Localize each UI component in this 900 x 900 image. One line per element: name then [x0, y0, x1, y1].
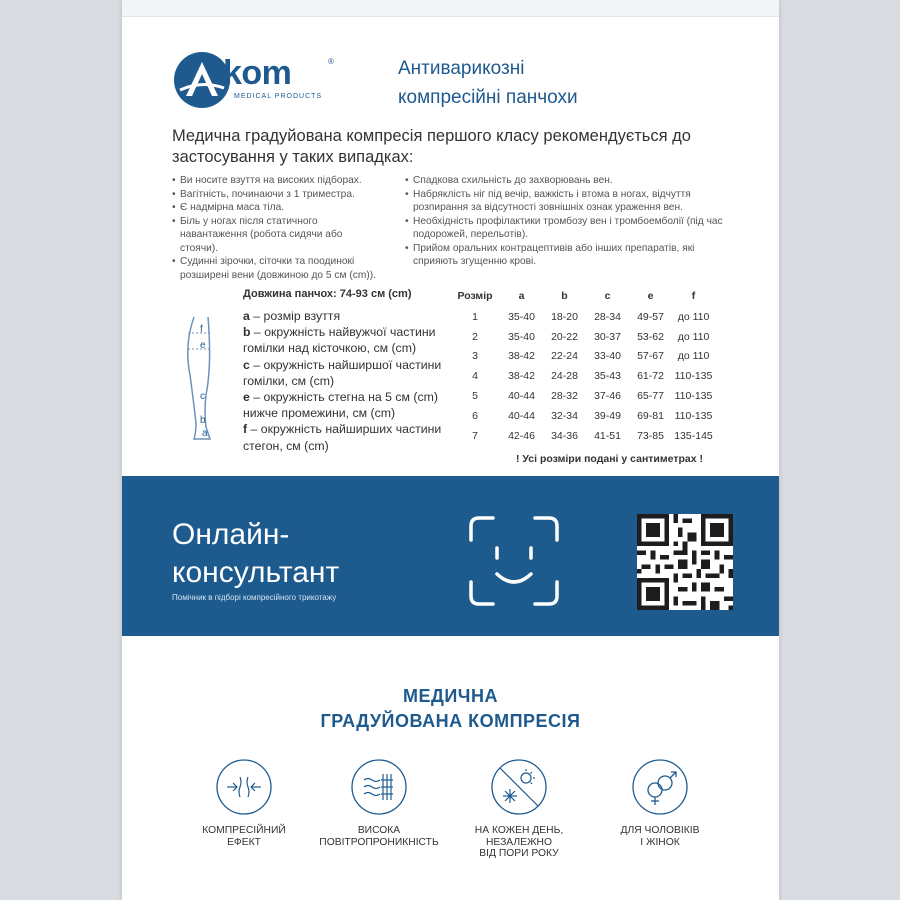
column-header: b — [561, 290, 568, 302]
figure-label-a: a — [202, 428, 208, 439]
list-item: • Є надмірна маса тіла. — [172, 201, 382, 215]
list-item: • Прийом оральних контрацептивів або інших препаратів, які сприяють згущенню крові. — [405, 242, 725, 269]
column-header: Розмір — [457, 290, 493, 302]
breathability-icon — [350, 758, 408, 816]
banner-title-line2: консультант — [172, 556, 340, 589]
table-row: 7 42-46 34-36 41-51 73-85 135-145 — [472, 429, 713, 442]
list-item: • Біль у ногах після статичного навантаження (робота сидячи або стоячи). — [172, 215, 382, 256]
brand-name: lkom — [214, 54, 292, 92]
box-top-flap — [122, 0, 779, 17]
leg-measurement-figure-icon — [178, 315, 238, 443]
all-season-icon — [490, 758, 548, 816]
product-title — [398, 54, 578, 112]
banner-title — [172, 516, 339, 592]
table-row: 2 35-40 20-22 30-37 53-62 до 110 — [472, 330, 710, 343]
list-item: • Набряклість ніг під вечір, важкість і втома в ногах, відчуття розпирання за відсутності зовнішніх ознак ураження вен. — [405, 188, 725, 215]
table-row: 1 35-40 18-20 28-34 49-57 до 110 — [472, 310, 710, 323]
feature-label: КОМПРЕСІЙНИЙ ЕФЕКТ — [202, 825, 286, 848]
table-row: 5 40-44 28-32 37-46 65-77 110-135 — [472, 390, 713, 403]
stocking-length-label: Довжина панчох: 74-93 см (cm) — [243, 288, 412, 300]
feature-unisex — [600, 758, 720, 848]
feature-label: ДЛЯ ЧОЛОВІКІВ І ЖІНОК — [620, 825, 700, 848]
measurement-legend — [243, 308, 443, 454]
figure-label-b: b — [200, 415, 206, 426]
features-heading — [122, 684, 779, 734]
legend-item-c: c – окружність найширшої частини гомілки, см (cm) — [243, 357, 442, 388]
column-header: e — [647, 290, 654, 302]
bullet-list-left — [172, 174, 382, 282]
figure-label-f: f — [200, 324, 203, 335]
legend-item-b: b – окружність найвужчої частини гомілки над кісточкою, см (cm) — [243, 325, 436, 356]
online-consultant-banner — [122, 476, 779, 636]
smiley-face-scan-icon — [467, 514, 561, 608]
bullet-list-right — [405, 174, 725, 269]
legend-item-a: a – розмір взуття — [243, 309, 341, 323]
list-item: • Ви носите взуття на високих підборах. — [172, 174, 382, 188]
unisex-icon — [631, 758, 689, 816]
intro-text: Медична градуйована компресія першого класу рекомендується до застосування у таких випадках: — [172, 127, 691, 166]
column-header: a — [518, 290, 525, 302]
table-row: 4 38-42 24-28 35-43 61-72 110-135 — [472, 370, 713, 383]
column-header: c — [604, 290, 611, 302]
features-heading-line1: МЕДИЧНА — [403, 686, 498, 706]
size-units-note: ! Усі розміри подані у сантиметрах ! — [516, 453, 703, 465]
banner-title-line1: Онлайн- — [172, 518, 290, 551]
table-row: 3 38-42 22-24 33-40 57-67 до 110 — [472, 350, 710, 363]
feature-breathability — [319, 758, 439, 848]
package-front — [122, 0, 779, 900]
brand-subtitle: MEDICAL PRODUCTS — [234, 93, 323, 100]
compression-icon — [215, 758, 273, 816]
feature-compression — [184, 758, 304, 848]
product-title-line1: Антиварикозні — [398, 58, 525, 79]
list-item: • Спадкова схильність до захворювань вен. — [405, 174, 725, 188]
feature-label: ВИСОКА ПОВІТРОПРОНИКНІСТЬ — [319, 825, 439, 848]
legend-item-e: e – окружність стегна на 5 см (cm) нижче промежини, см (cm) — [243, 390, 438, 421]
figure-label-e: e — [200, 340, 206, 351]
product-title-line2: компресійні панчохи — [398, 87, 578, 108]
features-heading-line2: ГРАДУЙОВАНА КОМПРЕСІЯ — [320, 711, 581, 731]
list-item: • Вагітність, починаючи з 1 триместра. — [172, 188, 382, 202]
registered-mark: ® — [328, 57, 334, 66]
column-header: f — [691, 290, 696, 302]
table-header-row — [450, 285, 715, 307]
legend-item-f: f – окружність найширших частини стегон, см (cm) — [243, 422, 442, 453]
banner-subtitle: Помічник в підборі компресійного трикотажу — [172, 593, 337, 602]
size-table — [450, 285, 715, 446]
figure-label-c: c — [200, 391, 205, 402]
feature-all-season — [459, 758, 579, 860]
feature-label: НА КОЖЕН ДЕНЬ, НЕЗАЛЕЖНО ВІД ПОРИ РОКУ — [474, 825, 564, 859]
list-item: • Судинні зірочки, сіточки та поодинокі розширені вени (довжиною до 5 см (cm)). — [172, 255, 382, 282]
table-row: 6 40-44 32-34 39-49 69-81 110-135 — [472, 409, 713, 422]
qr-code-icon[interactable] — [637, 514, 733, 610]
list-item: • Необхідність профілактики тромбозу вен і тромбоемболії (під час подорожей, перельотів). — [405, 215, 725, 242]
